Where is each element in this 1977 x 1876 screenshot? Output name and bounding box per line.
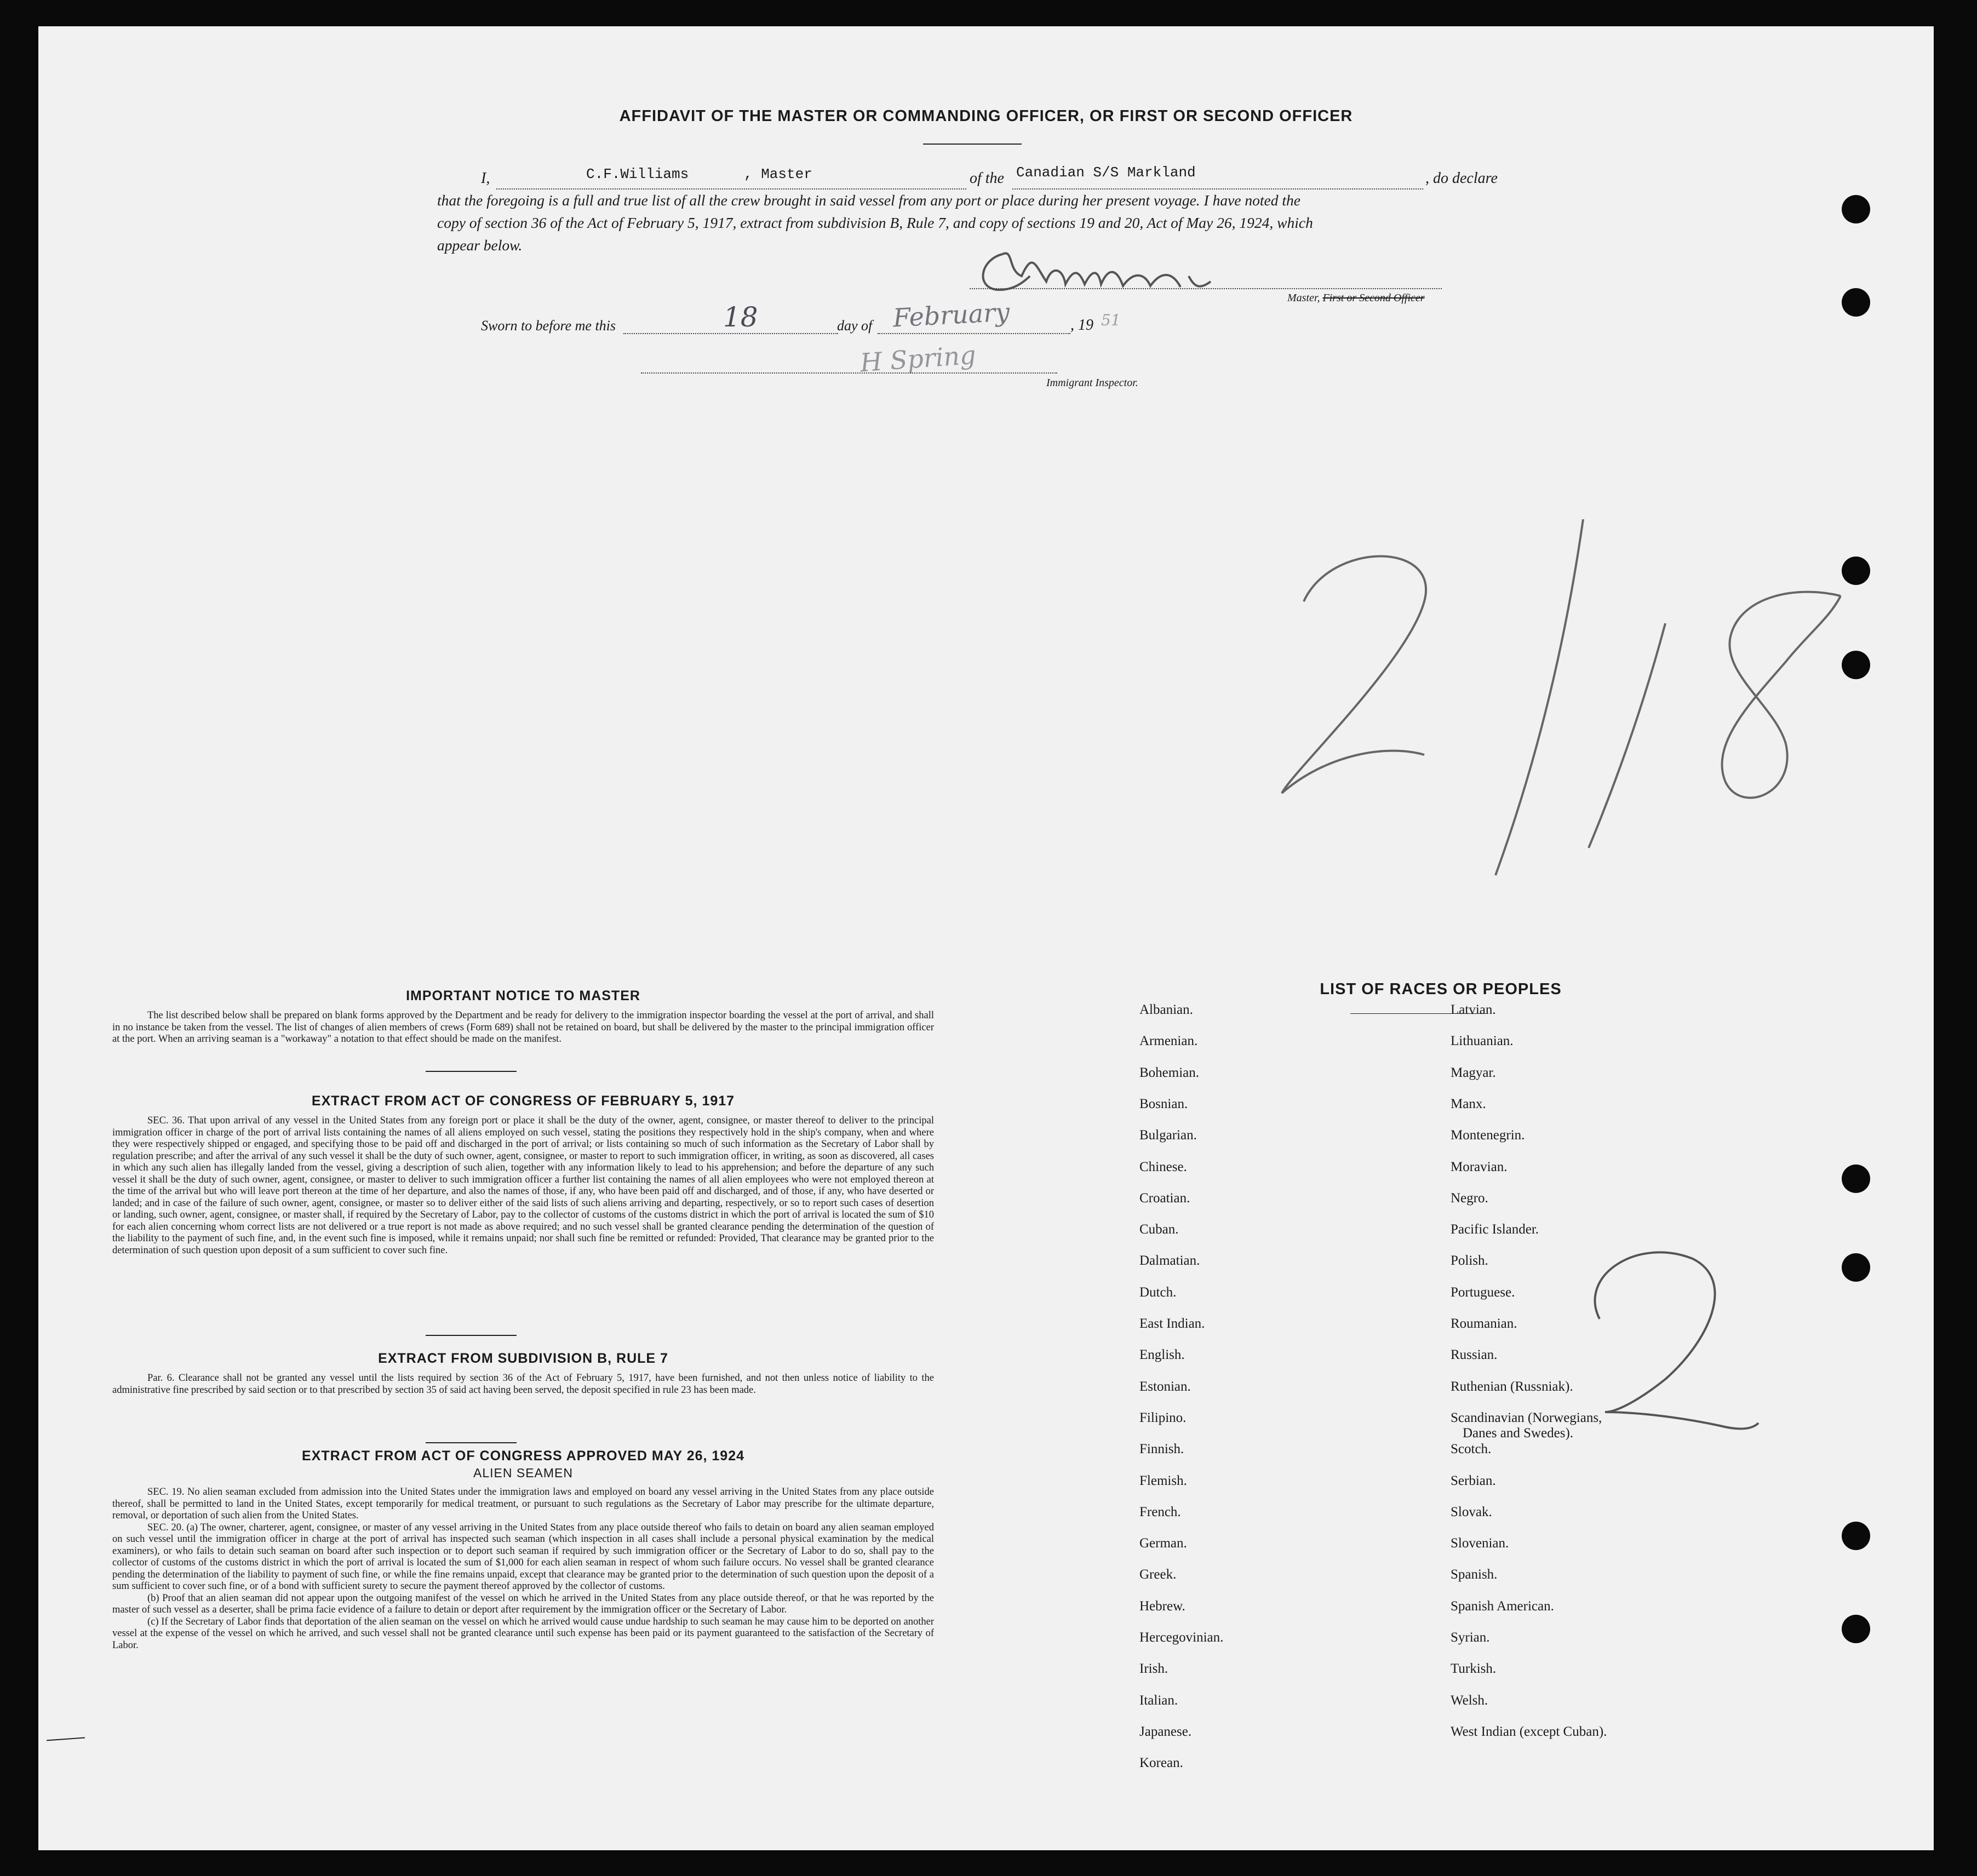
race-item: Pacific Islander. xyxy=(1451,1222,1539,1237)
race-item: Negro. xyxy=(1451,1190,1488,1206)
race-item: Slovenian. xyxy=(1451,1536,1509,1551)
race-item: German. xyxy=(1139,1536,1187,1551)
master-rank: , Master xyxy=(744,166,812,182)
sworn-label: Sworn to before me this xyxy=(481,318,616,334)
races-heading: LIST OF RACES OR PEOPLES xyxy=(1320,980,1562,998)
document-page xyxy=(38,26,1934,1850)
race-item: Albanian. xyxy=(1139,1002,1193,1017)
extract-1924-heading: EXTRACT FROM ACT OF CONGRESS APPROVED MAY 26, 1924 xyxy=(301,1448,745,1464)
race-item: Italian. xyxy=(1139,1693,1178,1708)
affidavit-title: AFFIDAVIT OF THE MASTER OR COMMANDING OFFICER, OR FIRST OR SECOND OFFICER xyxy=(619,107,1353,125)
do-declare-label: , do declare xyxy=(1425,170,1498,187)
race-item: Irish. xyxy=(1139,1661,1168,1677)
day-of-label: day of xyxy=(837,318,873,334)
race-item: Korean. xyxy=(1139,1755,1183,1771)
day-line xyxy=(623,333,838,334)
affidavit-body-line3: appear below. xyxy=(437,237,523,254)
title-rule xyxy=(923,144,1022,145)
alien-seamen-subheading: ALIEN SEAMEN xyxy=(473,1466,573,1480)
month-line xyxy=(878,333,1070,334)
race-item: Russian. xyxy=(1451,1347,1498,1363)
race-item: Magyar. xyxy=(1451,1065,1496,1080)
extract-1924-text xyxy=(112,1487,934,1651)
sec20a-paragraph: SEC. 20. (a) The owner, charterer, agent, consignee, or master of any vessel arriving in the United States from any place outside thereof who fails to detain on board any alien seaman employed on such vessel until the immigration officer in charge at the port of arrival has inspected such seaman (which inspection in all cases shall include a personal physical examination by the medical examiners), or who fails to detain such seaman on board after such inspection or to deport such seaman if required by such immigration officer or the Secretary of Labor to do so, shall pay to the collector of customs of the customs district in which the port of arrival is located the sum of $1,000 for each alien seaman in respect of whom such failure occurs. No vessel shall be granted clearance pending the determination of the liability to payment of such fine, or while the fine remains unpaid, except that clearance may be granted prior to the determination of such question upon the deposit of a sum sufficient to cover such fine, or of a bond with sufficient surety to secure the payment thereof approved by the collector of customs. xyxy=(112,1522,934,1592)
race-item: Hebrew. xyxy=(1139,1598,1185,1614)
name-line xyxy=(496,188,966,190)
race-item: Bosnian. xyxy=(1139,1096,1188,1111)
race-item: Filipino. xyxy=(1139,1410,1187,1425)
signer-caption xyxy=(1287,292,1425,305)
race-item: Finnish. xyxy=(1139,1442,1184,1457)
race-item: Hercegovinian. xyxy=(1139,1630,1224,1645)
race-item: Slovak. xyxy=(1451,1504,1492,1519)
inspector-caption: Immigrant Inspector. xyxy=(1046,377,1138,389)
punch-hole xyxy=(1842,1522,1870,1550)
race-item: Moravian. xyxy=(1451,1159,1508,1174)
signer-caption-struck: First or Second Officer xyxy=(1322,292,1425,304)
affidavit-body-line1: that the foregoing is a full and true list of all the crew brought in said vessel from any port or place during her present voyage. I have noted the xyxy=(437,192,1300,209)
extract-1917-text xyxy=(112,1115,934,1257)
section-rule xyxy=(426,1071,517,1072)
race-item: Armenian. xyxy=(1139,1034,1198,1049)
race-item: Bohemian. xyxy=(1139,1065,1200,1080)
race-item: Estonian. xyxy=(1139,1379,1191,1394)
sworn-month: February xyxy=(892,297,1011,333)
sec19-paragraph: SEC. 19. No alien seaman excluded from admission into the United States under the immigration laws and employed on board any vessel arriving in the United States from any place outside thereof, shall be permitted to land in the United States, except temporarily for medical treatment, or pursuant to such regulations as the Secretary of Labor may prescribe for the ultimate departure, removal, or deportation of such alien from the United States. xyxy=(112,1487,934,1521)
extract-1917-heading: EXTRACT FROM ACT OF CONGRESS OF FEBRUARY 5, 1917 xyxy=(311,1093,735,1109)
master-name: C.F.Williams xyxy=(586,166,689,182)
race-item: East Indian. xyxy=(1139,1316,1205,1331)
affidavit-i: I, xyxy=(481,170,490,187)
par6-paragraph: Par. 6. Clearance shall not be granted any vessel until the lists required by section 36 of the Act of February 5, 1917, have been furnished, and not then unless notice of liability to the administrative fine prescribed by said section or to that prescribed by section 35 of said act having been served, the deposit specified in rule 23 has been made. xyxy=(112,1373,934,1396)
race-item: Lithuanian. xyxy=(1451,1034,1514,1049)
race-item: French. xyxy=(1139,1504,1181,1519)
race-item: Latvian. xyxy=(1451,1002,1496,1017)
race-item: Ruthenian (Russniak). xyxy=(1451,1379,1573,1394)
race-item: Dutch. xyxy=(1139,1284,1177,1300)
vessel-line xyxy=(1012,188,1423,190)
punch-hole xyxy=(1842,1164,1870,1193)
year-prefix: , 19 xyxy=(1070,317,1093,334)
signer-caption-master: Master, xyxy=(1287,292,1323,304)
vessel-name: Canadian S/S Markland xyxy=(1016,164,1196,181)
affidavit-body-line2: copy of section 36 of the Act of February 5, 1917, extract from subdivision B, Rule 7, and copy of sections 19 and 20, Act of May 26, 1924, which xyxy=(437,214,1313,231)
sec20b-paragraph: (b) Proof that an alien seaman did not appear upon the outgoing manifest of the vessel on which he arrived in the United States from any place outside thereof, or that he was reported by the master of such vessel as a deserter, shall be prima facie evidence of a failure to detain or deport after requirement by the immigration officer or the Secretary of Labor. xyxy=(112,1592,934,1615)
race-item: Chinese. xyxy=(1139,1159,1187,1174)
notice-heading: IMPORTANT NOTICE TO MASTER xyxy=(406,988,640,1003)
race-item: Scotch. xyxy=(1451,1442,1492,1457)
sec36-paragraph: SEC. 36. That upon arrival of any vessel in the United States from any foreign port or place it shall be the duty of the owner, agent, consignee, or master thereof to deliver to the principal immigration officer in charge of the port of arrival lists containing the names of all aliens employed on such vessel, stating the positions they respectively hold in the ship's company, when and where they were respectively shipped or engaged, and specifying those to be paid off and discharged in the port of arrival; or lists containing so much of such information as the Secretary of Labor shall by regulation prescribe; and after the arrival of any such vessel it shall be the duty of such owner, agent, consignee, or master to report to such immigration officer, in writing, as soon as discovered, all cases in which any such alien has illegally landed from the vessel, giving a description of such alien, together with any information likely to lead to his apprehension; and before the departure of any such vessel it shall be the duty of such owner, agent, consignee, or master to deliver to such immigration officer a further list containing the names of all alien employees who were not employed thereon at the time of the arrival but who will leave port thereon at the time of her departure, and also the names of those, if any, who have been paid off and discharged, and of those, if any, who have deserted or landed; and in case of the failure of such owner, agent, consignee, or master so to deliver either of the said lists of such aliens arriving and departing, respectively, or so to report such cases of desertion or landing, such owner, agent, consignee, or master shall, if required by the Secretary of Labor, pay to the collector of customs of the customs district in which the port of arrival is located the sum of $10 for each alien concerning whom correct lists are not delivered or a true report is not made as above required; and no such vessel shall be granted clearance pending the determination of the question of the liability to the payment of such fine, and, in the event such fine is imposed, while it remains unpaid; nor shall such fine be remitted or refunded: Provided, That clearance may be granted prior to the determination of such question upon deposit of a sum sufficient to cover such fine. xyxy=(112,1115,934,1256)
race-item: Spanish. xyxy=(1451,1567,1498,1582)
race-item: Portuguese. xyxy=(1451,1284,1515,1300)
race-item: Flemish. xyxy=(1139,1473,1187,1488)
rule7-text xyxy=(112,1373,934,1396)
race-item: Dalmatian. xyxy=(1139,1253,1200,1269)
signature-line xyxy=(970,288,1442,289)
inspector-signature: H Spring xyxy=(859,340,977,378)
race-item: Bulgarian. xyxy=(1139,1128,1197,1143)
race-item: Polish. xyxy=(1451,1253,1488,1269)
margin-mark xyxy=(47,1737,85,1741)
punch-hole xyxy=(1842,195,1870,223)
race-item: Cuban. xyxy=(1139,1222,1179,1237)
section-rule xyxy=(426,1442,517,1443)
punch-hole xyxy=(1842,288,1870,317)
section-rule xyxy=(426,1335,517,1336)
race-item: West Indian (except Cuban). xyxy=(1451,1724,1607,1739)
race-item: Roumanian. xyxy=(1451,1316,1517,1331)
race-item: English. xyxy=(1139,1347,1185,1363)
handwritten-date-mark xyxy=(1260,497,1863,892)
race-item: Spanish American. xyxy=(1451,1598,1554,1614)
sworn-day: 18 xyxy=(723,301,758,333)
year-suffix: 51 xyxy=(1101,311,1121,329)
notice-text xyxy=(112,1010,934,1046)
notice-paragraph: The list described below shall be prepared on blank forms approved by the Department and be ready for delivery to the immigration inspector boarding the vessel at the port of arrival, and shall in no instance be taken from the vessel. The list of changes of alien members of crews (Form 689) shall not be retained on board, but shall be delivered by the master to the principal immigration officer at the port. When an arriving seaman is a "workaway" a notation to that effect should be made on the manifest. xyxy=(112,1010,934,1045)
of-the-label: of the xyxy=(970,170,1004,187)
punch-hole xyxy=(1842,1253,1870,1282)
rule7-heading: EXTRACT FROM SUBDIVISION B, RULE 7 xyxy=(378,1351,668,1366)
race-item: Syrian. xyxy=(1451,1630,1490,1645)
race-item: Manx. xyxy=(1451,1096,1486,1111)
race-item: Danes and Swedes). xyxy=(1463,1426,1574,1441)
punch-hole xyxy=(1842,1615,1870,1643)
sec20c-paragraph: (c) If the Secretary of Labor finds that deportation of the alien seaman on the vessel on which he arrived would cause undue hardship to such seaman he may cause him to be deported on another vessel at the expense of the vessel on which he arrived, and such vessel shall not be granted clearance until such expense has been paid or its payment guaranteed to the satisfaction of the Secretary of Labor. xyxy=(112,1616,934,1651)
race-item: Turkish. xyxy=(1451,1661,1497,1677)
inspector-line xyxy=(641,372,1057,374)
race-item: Montenegrin. xyxy=(1451,1128,1525,1143)
race-item: Scandinavian (Norwegians, xyxy=(1451,1410,1602,1425)
race-item: Japanese. xyxy=(1139,1724,1192,1739)
race-item: Croatian. xyxy=(1139,1190,1190,1206)
race-item: Welsh. xyxy=(1451,1693,1488,1708)
race-item: Greek. xyxy=(1139,1567,1177,1582)
race-item: Serbian. xyxy=(1451,1473,1496,1488)
